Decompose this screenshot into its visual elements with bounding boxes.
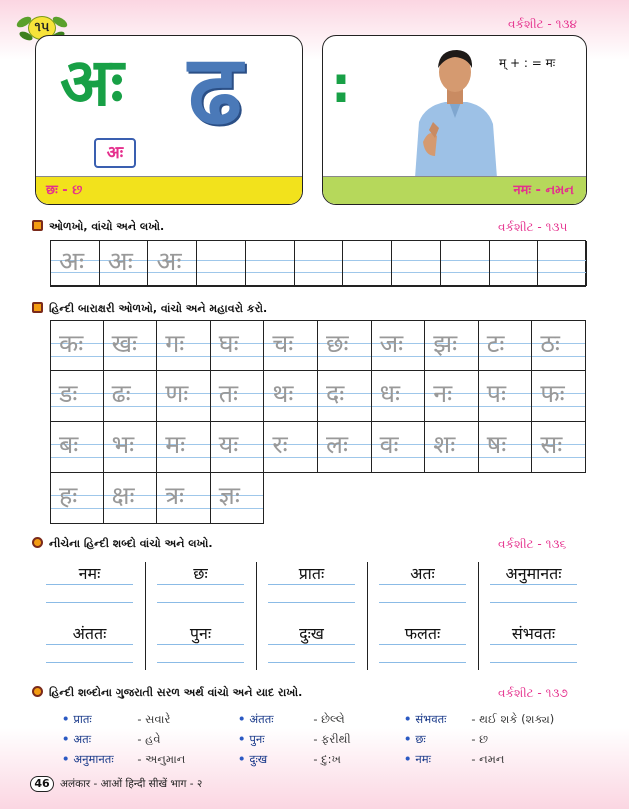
barakshari-cell: थः: [264, 371, 318, 422]
barakshari-cell: वः: [372, 422, 426, 473]
writing-line: [490, 662, 577, 663]
bullet-dot-icon: •: [238, 732, 246, 746]
column-divider: [145, 562, 146, 670]
barakshari-cell: शः: [425, 422, 479, 473]
practice-cell: [490, 241, 539, 286]
worksheet-label-134: વર્કશીટ - ૧૩૪: [508, 17, 577, 31]
hindi-headword: अनुमानतः: [73, 752, 114, 766]
barakshari-cell: दः: [318, 371, 372, 422]
hindi-word: फलतः: [404, 624, 441, 643]
writing-line: [379, 662, 466, 663]
example-gujarati-right: નમન: [545, 183, 574, 198]
barakshari-cell: णः: [157, 371, 211, 422]
hindi-word: अंततः: [72, 624, 107, 643]
gujarati-meaning: - છ: [471, 732, 489, 746]
barakshari-cell: जः: [372, 320, 426, 371]
writing-line: [268, 602, 355, 603]
writing-line: [268, 644, 355, 645]
page-number: 46: [30, 776, 54, 792]
barakshari-cell: ढः: [104, 371, 158, 422]
writing-line: [157, 602, 244, 603]
barakshari-cell: ठः: [532, 320, 586, 371]
hindi-word: दुःख: [299, 624, 324, 643]
practice-cell: [343, 241, 392, 286]
example-separator: -: [57, 183, 73, 198]
script-letter: ढ: [188, 35, 243, 146]
writing-line: [268, 584, 355, 585]
bullet-dot-icon: •: [62, 752, 70, 766]
barakshari-cell: यः: [211, 422, 265, 473]
hindi-word: नमः: [78, 564, 101, 583]
hindi-headword: अंततः: [249, 712, 274, 726]
gujarati-meaning: - નમન: [471, 752, 505, 766]
section2-title: હિન્દી બારાક્ષરી ઓળખો, વાંચો અને મહાવરો કરો.: [49, 302, 268, 315]
hindi-headword: छः: [415, 732, 426, 746]
person-namaste-image: [405, 44, 505, 178]
barakshari-cell: क्षः: [104, 473, 158, 524]
practice-cell: [246, 241, 295, 286]
bullet-dot-icon: •: [238, 712, 246, 726]
barakshari-cell: भः: [104, 422, 158, 473]
worksheet-label-137: વર્કશીટ - ૧૩૭: [498, 686, 568, 700]
example-gujarati: છ: [72, 183, 83, 198]
writing-line: [46, 602, 133, 603]
example-bar-left: [36, 176, 302, 204]
hindi-word: संभवतः: [511, 624, 556, 643]
practice-cell: अः: [148, 241, 197, 286]
letter-card: [35, 35, 303, 205]
barakshari-cell: मः: [157, 422, 211, 473]
section2-heading: [32, 302, 267, 316]
barakshari-cell: रः: [264, 422, 318, 473]
practice-cell: [538, 241, 587, 286]
writing-line: [490, 644, 577, 645]
column-divider: [256, 562, 257, 670]
barakshari-cell: गः: [157, 320, 211, 371]
square-bullet-icon: [32, 302, 43, 313]
footer-book-title: अलंकार - आओं हिन्दी सीखें भाग - २: [60, 778, 203, 790]
writing-line: [379, 602, 466, 603]
section3-title: નીચેના હિન્દી શબ્દો વાંચો અને લખો.: [49, 537, 213, 550]
writing-line: [46, 584, 133, 585]
hindi-headword: प्रातः: [73, 712, 92, 726]
bullet-dot-icon: •: [62, 712, 70, 726]
gujarati-meaning: - સવારે: [137, 712, 171, 726]
column-divider: [478, 562, 479, 670]
gujarati-meaning: - હવે: [137, 732, 161, 746]
hindi-word: पुनः: [189, 624, 212, 643]
writing-line: [46, 662, 133, 663]
writing-line: [157, 662, 244, 663]
barakshari-cell: लः: [318, 422, 372, 473]
writing-line: [157, 584, 244, 585]
writing-line: [490, 602, 577, 603]
section1-title: ઓળખો, વાંચો અને લખો.: [49, 220, 165, 233]
worksheet-label-136: વર્કશીટ - ૧૩૬: [498, 537, 567, 551]
bullet-dot-icon: •: [404, 712, 412, 726]
visarga-mark: :: [331, 56, 351, 114]
big-letter: अः: [60, 44, 124, 121]
gujarati-meaning: - છેલ્લે: [313, 712, 345, 726]
example-hindi-right: नमः: [513, 183, 531, 198]
hindi-headword: दुःख: [249, 752, 268, 766]
meaning-item: [404, 752, 504, 767]
barakshari-cell: सः: [532, 422, 586, 473]
barakshari-cell: झः: [425, 320, 479, 371]
meaning-item: [404, 732, 488, 747]
bullet-dot-icon: •: [404, 752, 412, 766]
section1-heading: [32, 220, 164, 234]
meaning-item: [404, 712, 554, 727]
barakshari-cell: षः: [479, 422, 533, 473]
writing-line: [157, 644, 244, 645]
practice-cell: [197, 241, 246, 286]
barakshari-cell: बः: [50, 422, 104, 473]
example-separator-right: -: [530, 183, 546, 198]
hindi-word: अतः: [410, 564, 435, 583]
small-letter-box: अः: [94, 138, 136, 168]
practice-cell: [295, 241, 344, 286]
column-divider: [367, 562, 368, 670]
practice-cell: [441, 241, 490, 286]
barakshari-cell: टः: [479, 320, 533, 371]
lesson-number: ૧૫: [28, 16, 56, 40]
meaning-item: [62, 752, 185, 767]
hindi-headword: पुनः: [249, 732, 265, 746]
barakshari-cell: कः: [50, 320, 104, 371]
worksheet-label-135: વર્કશીટ - ૧૩૫: [498, 220, 568, 234]
gujarati-meaning: - થઈ શકે (શક્ય): [471, 712, 555, 726]
gujarati-meaning: - ફરીથી: [313, 732, 351, 746]
example-bar-right: [323, 176, 586, 204]
meaning-item: [238, 752, 341, 767]
meaning-item: [62, 732, 161, 747]
bullet-dot-icon: •: [62, 732, 70, 746]
hindi-word: छः: [193, 564, 208, 583]
meaning-item: [238, 732, 351, 747]
writing-line: [379, 644, 466, 645]
barakshari-cell: धः: [372, 371, 426, 422]
barakshari-cell: छः: [318, 320, 372, 371]
barakshari-cell: चः: [264, 320, 318, 371]
practice-cell: [392, 241, 441, 286]
hindi-headword: अतः: [73, 732, 92, 746]
square-bullet-icon: [32, 220, 43, 231]
barakshari-cell: डः: [50, 371, 104, 422]
barakshari-cell: पः: [479, 371, 533, 422]
rounded-bullet-icon: [32, 686, 43, 697]
barakshari-cell: घः: [211, 320, 265, 371]
formula: म् + : = मः: [499, 56, 556, 70]
example-card: [322, 35, 587, 205]
gujarati-meaning: - દુ:ખ: [313, 752, 341, 766]
gujarati-meaning: - અનુમાન: [137, 752, 186, 766]
bullet-dot-icon: •: [238, 752, 246, 766]
hindi-word: अनुमानतः: [505, 564, 562, 583]
hindi-headword: नमः: [415, 752, 431, 766]
rounded-bullet-icon: [32, 537, 43, 548]
practice-cell: अः: [51, 241, 100, 286]
meaning-item: [62, 712, 170, 727]
bullet-dot-icon: •: [404, 732, 412, 746]
barakshari-cell: ज्ञः: [211, 473, 265, 524]
hindi-headword: संभवतः: [415, 712, 447, 726]
section3-heading: [32, 537, 213, 551]
writing-line: [379, 584, 466, 585]
hindi-word: प्रातः: [298, 564, 325, 583]
barakshari-cell: फः: [532, 371, 586, 422]
barakshari-cell: खः: [104, 320, 158, 371]
practice-cell: अः: [100, 241, 149, 286]
meaning-item: [238, 712, 345, 727]
section4-heading: [32, 686, 302, 700]
example-hindi: छः: [46, 183, 58, 198]
practice-grid-1: [50, 240, 586, 287]
barakshari-cell: त्रः: [157, 473, 211, 524]
barakshari-cell: हः: [50, 473, 104, 524]
writing-line: [268, 662, 355, 663]
barakshari-cell: नः: [425, 371, 479, 422]
writing-line: [490, 584, 577, 585]
writing-line: [46, 644, 133, 645]
section4-title: હિન્દી શબ્દોના ગુજરાતી સરળ અર્થ વાંચો અને યાદ રાખો.: [49, 686, 303, 699]
barakshari-cell: तः: [211, 371, 265, 422]
